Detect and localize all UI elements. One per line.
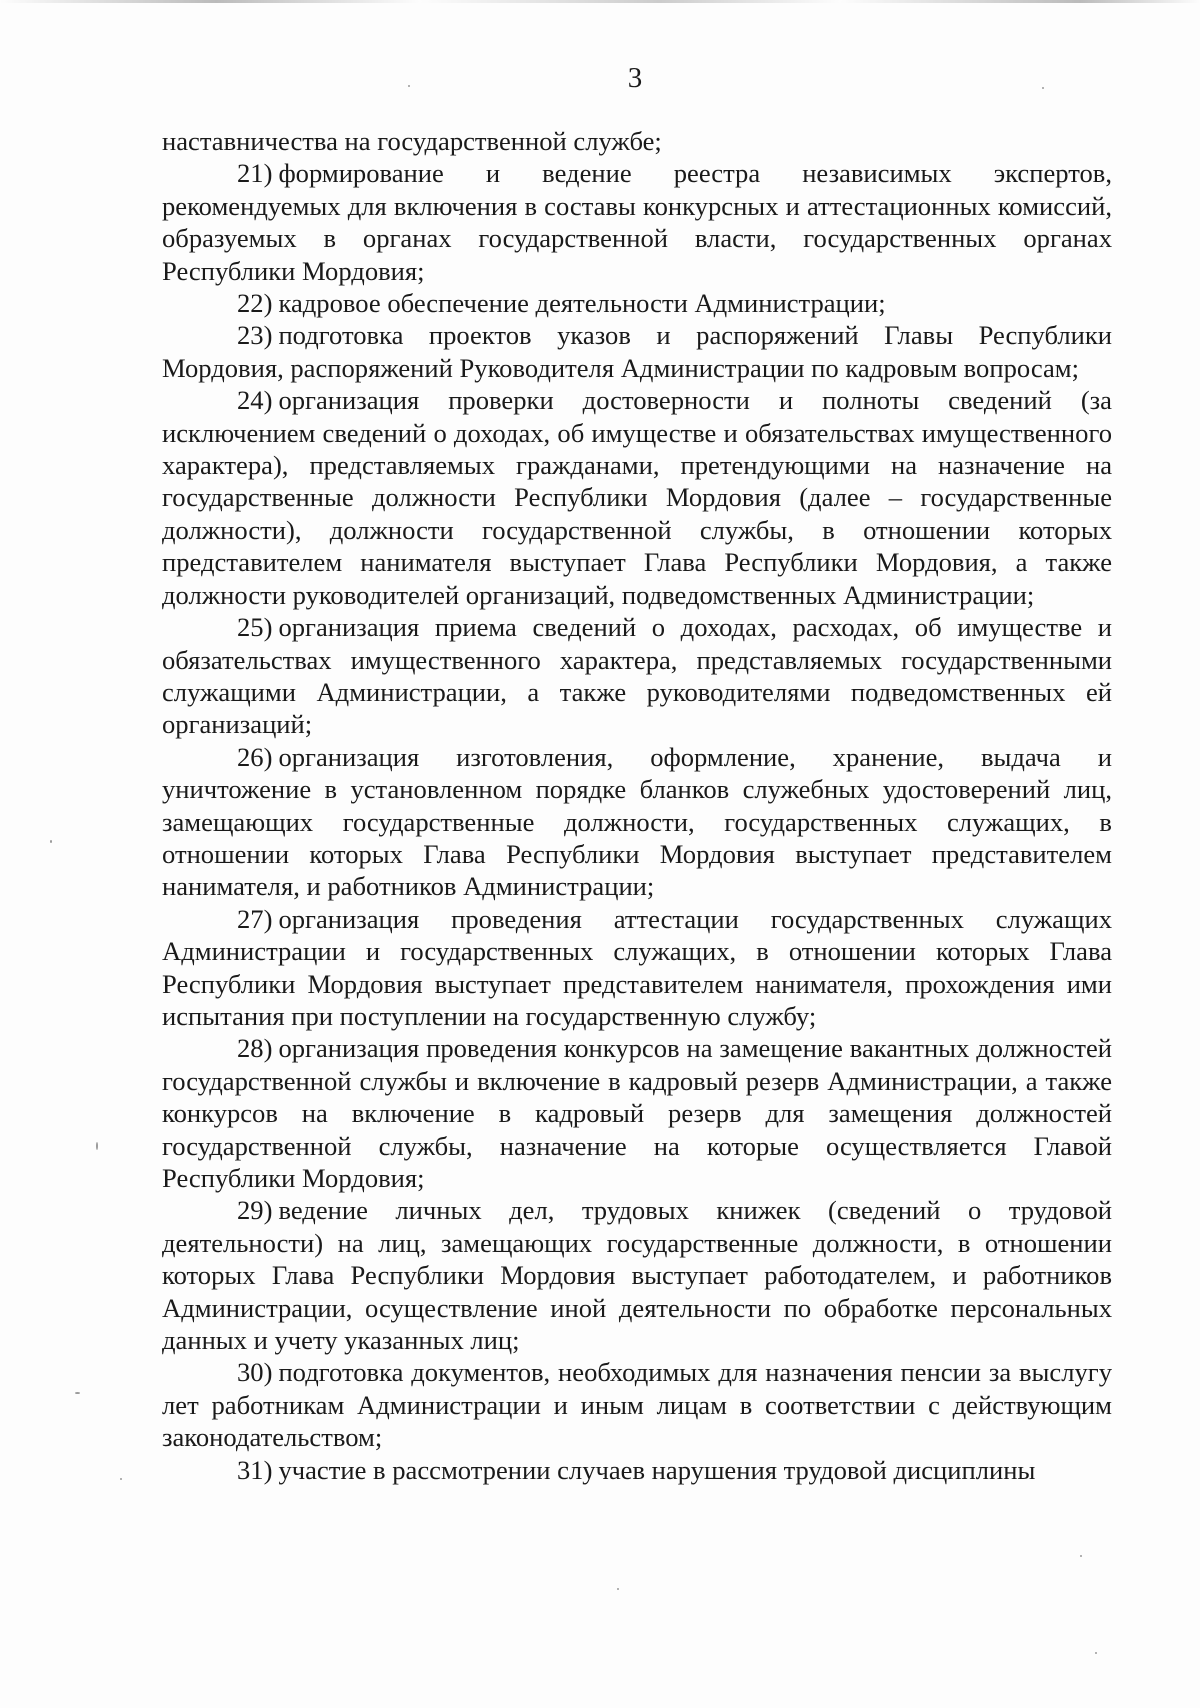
scan-speck — [408, 85, 410, 87]
item-number: 21) — [237, 158, 273, 189]
item-text: ведение личных дел, трудовых книжек (сведений о трудовой деятельности) на лиц, замещающих государственные должности, в отношении которых Глава Республики Мордовия выступает работодателем, и работников Администрации, осуществление иной деятельности по обработке персональных данных и учету указанных лиц; — [162, 1195, 1112, 1356]
item-number: 26) — [237, 741, 273, 772]
scan-speck — [96, 1142, 98, 1150]
item-text: организация проверки достоверности и полноты сведений (за исключением сведений о доходах, об имуществе и обязательствах имущественного характера), представляемых гражданами, претендующими на назначение на государственные должности Республики Мордовия (далее – государственные должности), должности государственной службы, в отношении которых представителем нанимателя выступает Глава Республики Мордовия, а также должности руководителей организаций, подведомственных Администрации; — [162, 385, 1112, 610]
scan-speck — [1080, 1555, 1082, 1557]
item-text: организация приема сведений о доходах, расходах, об имуществе и обязательствах имущественного характера, представляемых государственными служащими Администрации, а также руководителями подведомственных ей организаций; — [162, 612, 1112, 740]
list-item-28 — [162, 1032, 1112, 1194]
item-text: подготовка проектов указов и распоряжений Главы Республики Мордовия, распоряжений Руководителя Администрации по кадровым вопросам; — [162, 320, 1112, 383]
item-number: 29) — [237, 1195, 273, 1226]
scan-speck — [1042, 87, 1044, 89]
item-number: 30) — [237, 1357, 273, 1388]
scan-speck — [617, 1588, 619, 1590]
list-item-21 — [162, 157, 1112, 287]
page-number: 3 — [627, 62, 643, 94]
list-item-22 — [162, 287, 1112, 319]
list-item-25 — [162, 611, 1112, 741]
item-number: 31) — [237, 1454, 273, 1485]
list-item-26 — [162, 741, 1112, 903]
item-text: кадровое обеспечение деятельности Администрации; — [278, 288, 886, 319]
item-text: организация проведения конкурсов на замещение вакантных должностей государственной службы и включение в кадровый резерв Администрации, а также конкурсов на включение в кадровый резерв для замещения должностей государственной службы, назначение на которые осуществляется Главой Республики Мордовия; — [162, 1033, 1112, 1193]
scan-speck — [1095, 1652, 1097, 1654]
scan-top-edge — [0, 0, 1200, 3]
list-item-30 — [162, 1356, 1112, 1453]
item-number: 28) — [237, 1033, 273, 1064]
list-item-24 — [162, 384, 1112, 611]
opening-fragment: наставничества на государственной службе; — [162, 126, 662, 156]
item-number: 22) — [237, 288, 273, 319]
list-item-23 — [162, 319, 1112, 384]
scan-speck — [50, 840, 52, 843]
scan-speck — [75, 1392, 80, 1394]
item-number: 25) — [237, 612, 273, 643]
item-number: 27) — [237, 903, 273, 934]
scan-speck — [120, 1478, 122, 1480]
list-item-31 — [162, 1454, 1112, 1486]
list-item-29 — [162, 1194, 1112, 1356]
document-body — [162, 125, 1112, 1486]
item-number: 23) — [237, 320, 273, 351]
item-text: организация проведения аттестации государственных служащих Администрации и государственных служащих, в отношении которых Глава Республики Мордовия выступает представителем нанимателя, прохождения ими испытания при поступлении на государственную службу; — [162, 903, 1112, 1031]
item-text: организация изготовления, оформление, хранение, выдача и уничтожение в установленном порядке бланков служебных удостоверений лиц, замещающих государственные должности, государственных служащих, в отношении которых Глава Республики Мордовия выступает представителем нанимателя, и работников Администрации; — [162, 741, 1112, 902]
item-text: формирование и ведение реестра независимых экспертов, рекомендуемых для включения в составы конкурсных и аттестационных комиссий, образуемых в органах государственной власти, государственных органах Республики Мордовия; — [162, 158, 1112, 286]
item-text: подготовка документов, необходимых для назначения пенсии за выслугу лет работникам Администрации и иным лицам в соответствии с действующим законодательством; — [162, 1357, 1112, 1453]
item-text: участие в рассмотрении случаев нарушения трудовой дисциплины — [278, 1454, 1036, 1485]
item-number: 24) — [237, 385, 273, 416]
list-item-27 — [162, 903, 1112, 1033]
